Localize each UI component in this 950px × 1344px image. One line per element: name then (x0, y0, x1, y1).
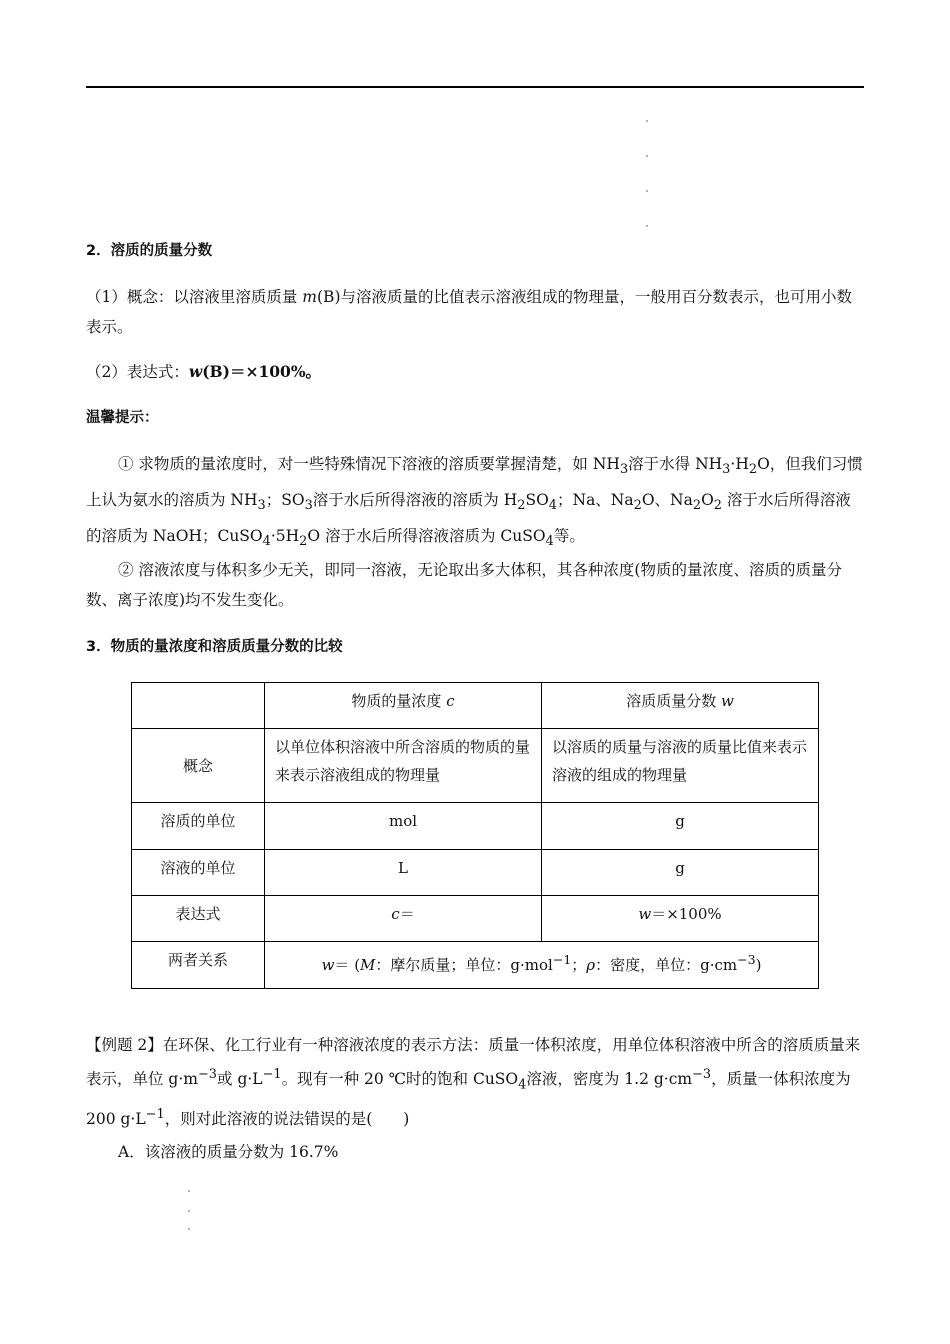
cell-solute-unit-molarity: mol (265, 803, 542, 850)
table-header-row (132, 683, 819, 729)
header-rule (86, 86, 864, 88)
row-label-solution-unit: 溶液的单位 (132, 850, 265, 896)
tip-2: ② 溶液浓度与体积多少无关，即同一溶液，无论取出多大体积，其各种浓度(物质的量浓度、溶质的质量分数、离子浓度)均不发生变化。 (86, 561, 842, 609)
section3-heading: 3．物质的量浓度和溶质质量分数的比较 (86, 639, 343, 655)
margin-dot (646, 155, 648, 157)
cell-concept-mass-fraction: 以溶质的质量与溶液的质量比值来表示溶液的组成的物理量 (542, 729, 819, 803)
row-label-concept: 概念 (132, 729, 265, 803)
tips-heading: 温馨提示： (86, 410, 159, 426)
cell-solution-unit-mass-fraction: g (542, 850, 819, 896)
margin-dot (646, 190, 648, 192)
table-row (132, 850, 819, 896)
comparison-table (131, 682, 819, 989)
table-corner-cell (132, 683, 265, 729)
col-header-mass-fraction: 溶质质量分数 w (542, 683, 819, 729)
table-row (132, 942, 819, 989)
tip-1: ① 求物质的量浓度时，对一些特殊情况下溶液的溶质要掌握清楚，如 $NH_3$溶于水得 $NH_3\cdot H_2O$，但我们习惯上认为氨水的溶质为 $NH_3$；$SO_3$溶于水后所得溶液的溶质为 $H_2SO_4$；Na、$Na_2O$、$Na_2O_2$ 溶于水后所得溶液的溶质为 NaOH；$CuSO_4\cdot 5H_2O$ 溶于水后所得溶液溶质为 CuSO$_4$等。 (86, 455, 863, 550)
section2-concept: （1）概念：以溶液里溶质质量 m(B)与溶液质量的比值表示溶液组成的物理量，一般用百分数表示，也可用小数表示。 (86, 288, 852, 336)
cell-solution-unit-molarity: L (265, 850, 542, 896)
example-2: 【例题 2】在环保、化工行业有一种溶液浓度的表示方法：质量一体积浓度，用单位体积溶液中所含的溶质质量来表示，单位 $g\cdot m^{-3}$或 $g\cdot L^{-1}$。现有一种 20 ℃时的饱和 CuSO$_4$溶液，密度为 1.2 $g\cdot cm^{-3}$，质量一体积浓度为 200 $g\cdot L^{-1}$，则对此溶液的说法错误的是( ) (86, 1036, 861, 1129)
margin-dot (646, 120, 648, 122)
margin-dot (646, 225, 648, 227)
section2-heading: 2．溶质的质量分数 (86, 243, 213, 259)
example-label: 【例题 2】 (86, 1036, 163, 1054)
cell-expression-mass-fraction: w＝×100% (542, 896, 819, 942)
margin-dot (188, 1210, 190, 1212)
table-row (132, 803, 819, 850)
margin-dot (188, 1228, 190, 1230)
cell-solute-unit-mass-fraction: g (542, 803, 819, 850)
section2-expression: （2）表达式：w(B)＝×100%。 (86, 362, 322, 381)
table-row (132, 896, 819, 942)
col-header-molarity: 物质的量浓度 c (265, 683, 542, 729)
cell-expression-molarity: c＝ (265, 896, 542, 942)
row-label-expression: 表达式 (132, 896, 265, 942)
row-label-relation: 两者关系 (132, 942, 265, 989)
margin-dot (188, 1190, 190, 1192)
cell-relation: w＝ (M：摩尔质量；单位：g·mol$^{-1}$；ρ：密度，单位：$g\cdot cm^{-3}$) (265, 942, 819, 989)
cell-concept-molarity: 以单位体积溶液中所含溶质的物质的量来表示溶液组成的物理量 (265, 729, 542, 803)
table-row (132, 729, 819, 803)
row-label-solute-unit: 溶质的单位 (132, 803, 265, 850)
option-a: A．该溶液的质量分数为 16.7% (118, 1143, 339, 1161)
